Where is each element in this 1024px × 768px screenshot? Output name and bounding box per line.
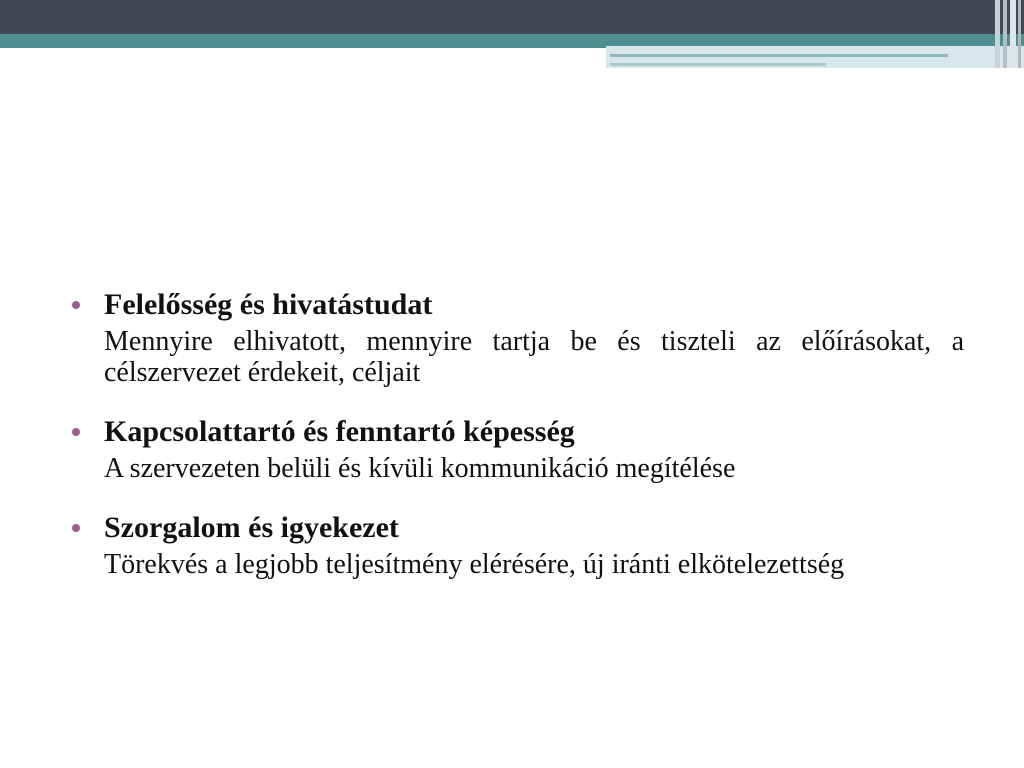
bullet-heading: Felelősség és hivatástudat — [104, 288, 433, 321]
bullet-description: Törekvés a legjobb teljesítmény elérésére, új iránti elkötelezettség — [104, 549, 845, 580]
header-accent-line — [610, 54, 948, 57]
bullet-heading: Szorgalom és igyekezet — [104, 511, 399, 544]
bullet-item — [72, 288, 964, 388]
bullet-heading: Kapcsolattartó és fenntartó képesség — [104, 415, 575, 448]
bullet-dot-icon — [72, 428, 80, 436]
bullet-dot-icon — [72, 524, 80, 532]
bullet-item — [72, 511, 964, 580]
header-accent-line — [610, 63, 826, 66]
header-vertical-stripe — [1018, 0, 1021, 68]
slide-content — [72, 288, 964, 607]
bullet-dot-icon — [72, 301, 80, 309]
bullet-item — [72, 415, 964, 484]
bullet-description: A szervezeten belüli és kívüli kommunikáció megítélése — [104, 453, 736, 484]
bullet-description: Mennyire elhivatott, mennyire tartja be és tiszteli az előírásokat, a célszervezet érdekeit, céljait — [104, 326, 964, 388]
header-band-dark — [0, 0, 1024, 34]
header-vertical-stripe — [995, 0, 1000, 68]
header-vertical-stripe — [1010, 0, 1016, 68]
header-vertical-stripe — [1003, 0, 1007, 68]
